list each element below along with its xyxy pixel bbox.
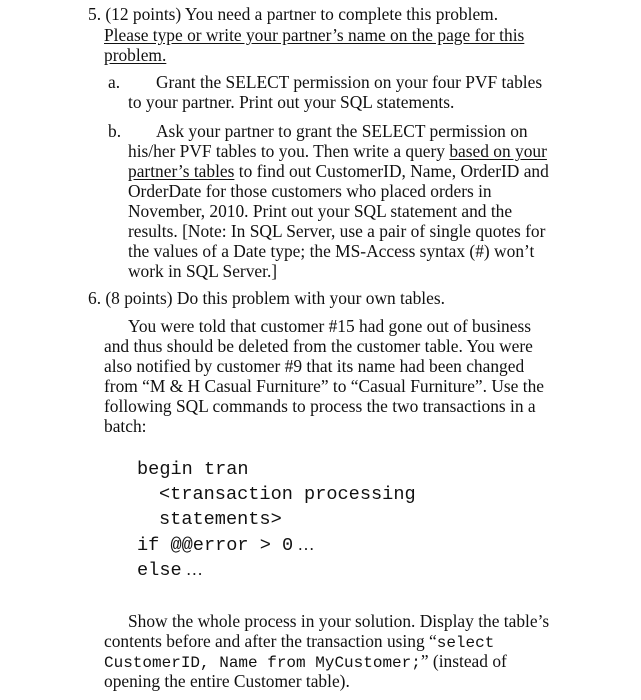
problem-5-instruction-line-1: Please type or write your partner’s name on the page for this: [104, 25, 525, 45]
part-b-marker: b.: [108, 121, 122, 141]
part-b-line-3: [128, 161, 549, 181]
problem-6-para-line-6: batch:: [104, 416, 147, 436]
problem-6-para-line-1: You were told that customer #15 had gone out of business: [128, 316, 531, 336]
problem-6-para-line-2: and thus should be deleted from the customer table. You were: [104, 336, 533, 356]
part-b-line-7: the values of a Date type; the MS-Access syntax (#) won’t: [128, 241, 535, 261]
code-line-5-ellipsis: …: [181, 560, 203, 579]
code-line-3: statements>: [159, 509, 282, 530]
part-b-line-5: November, 2010. Print out your SQL statement and the: [128, 201, 513, 221]
part-b-line-8: work in SQL Server.]: [128, 261, 278, 281]
part-b-line-3-text: to find out CustomerID, Name, OrderID and: [234, 161, 549, 181]
code-line-4: [137, 532, 314, 558]
closing-line-1: Show the whole process in your solution. Display the table’s: [128, 611, 550, 631]
problem-6-para-line-5: following SQL commands to process the two transactions in a: [104, 396, 536, 416]
code-line-4-ellipsis: …: [293, 535, 315, 554]
code-line-1: begin tran: [137, 459, 249, 480]
closing-line-4: opening the entire Customer table).: [104, 671, 350, 691]
problem-5-heading: 5. (12 points) You need a partner to complete this problem.: [88, 4, 499, 24]
part-b-line-2-text: his/her PVF tables to you. Then write a query: [128, 141, 450, 161]
code-line-5: [137, 557, 203, 583]
problem-6-para-line-4: from “M & H Casual Furniture” to “Casual Furniture”. Use the: [104, 376, 544, 396]
part-b-emphasis-2: partner’s tables: [128, 161, 235, 181]
part-b-line-6: results. [Note: In SQL Server, use a pair of single quotes for: [128, 221, 546, 241]
problem-6-heading: 6. (8 points) Do this problem with your own tables.: [88, 288, 445, 308]
code-line-5-text: else: [137, 560, 182, 581]
closing-line-3-text: ” (instead of: [420, 651, 507, 671]
part-b-emphasis-1: based on your: [449, 141, 547, 161]
closing-line-3: [104, 651, 507, 673]
code-line-4-text: if @@error > 0: [137, 535, 294, 556]
inline-code-query: CustomerID, Name from MyCustomer;: [104, 654, 421, 672]
closing-line-2-text: contents before and after the transaction using “: [104, 631, 437, 651]
closing-line-2: [104, 631, 494, 653]
part-a-line-2: to your partner. Print out your SQL statements.: [128, 92, 455, 112]
part-a-marker: a.: [108, 72, 121, 92]
part-b-line-2: [128, 141, 547, 161]
problem-6-para-line-3: also notified by customer #9 that its name had been changed: [104, 356, 525, 376]
code-line-2: <transaction processing: [159, 484, 416, 505]
inline-code-select: select: [436, 634, 495, 652]
part-b-line-1: Ask your partner to grant the SELECT permission on: [156, 121, 528, 141]
part-b-line-4: OrderDate for those customers who placed orders in: [128, 181, 492, 201]
problem-5-instruction-line-2: problem.: [104, 45, 167, 65]
part-a-line-1: Grant the SELECT permission on your four PVF tables: [156, 72, 543, 92]
